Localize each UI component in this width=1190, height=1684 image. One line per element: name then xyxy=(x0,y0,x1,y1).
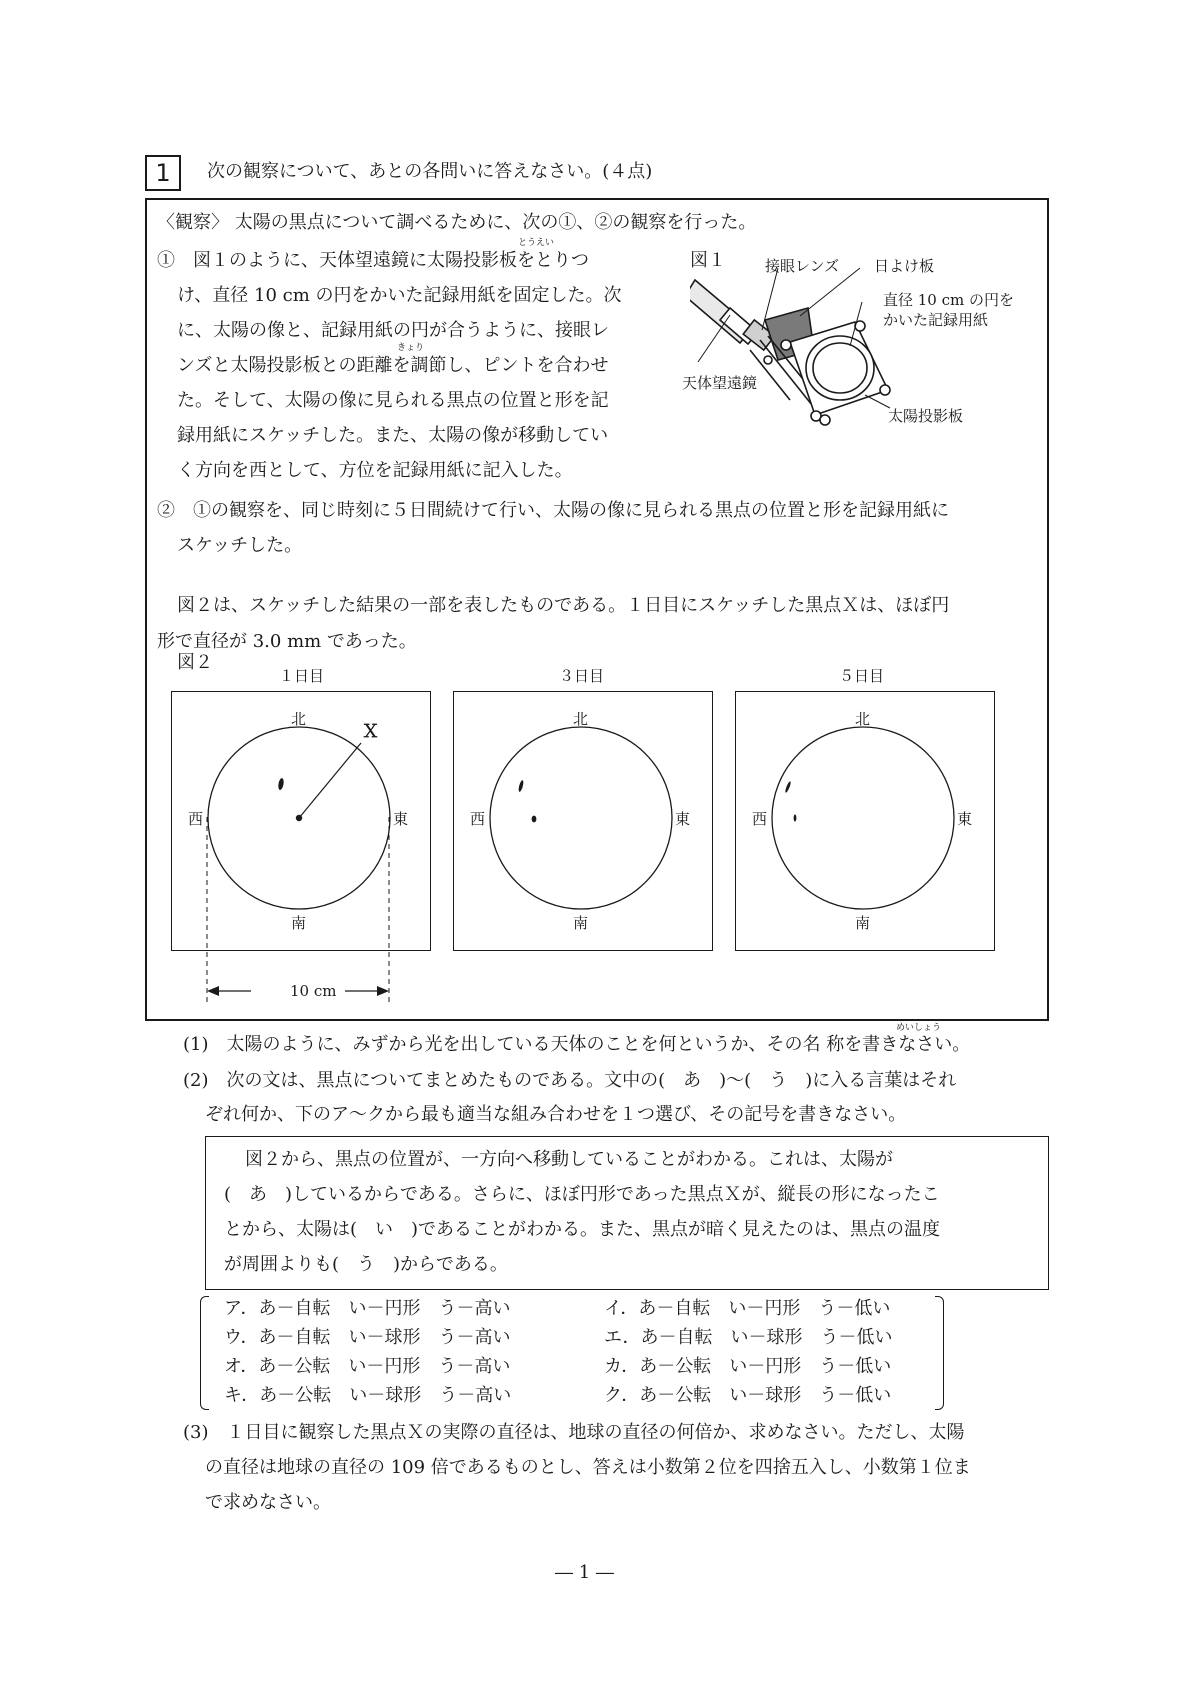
label-projection-board: 太陽投影板 xyxy=(888,407,964,425)
label-telescope: 天体望遠鏡 xyxy=(682,374,758,392)
direction-east: 東 xyxy=(393,810,409,828)
panel-day-label: １日目 xyxy=(279,667,325,685)
sunspot-x xyxy=(532,816,537,823)
sunspot xyxy=(518,780,525,793)
option-o: オ．あ－公転 い－円形 う－高い xyxy=(224,1356,511,1377)
option-u: ウ．あ－自転 い－球形 う－高い xyxy=(224,1327,511,1348)
question-header: 次の観察について、あとの各問いに答えなさい。(４点) xyxy=(207,161,653,182)
result-line: 図２は、スケッチした結果の一部を表したものである。１日目にスケッチした黒点Ｘは、ほぼ円 xyxy=(177,595,950,616)
ruby-touei: とうえい xyxy=(518,238,555,248)
summary-line: 図２から、黒点の位置が、一方向へ移動していることがわかる。これは、太陽が xyxy=(245,1149,893,1170)
result-line: 形で直径が 3.0 mm であった。 xyxy=(157,631,417,652)
panel-day-label: ５日目 xyxy=(839,667,885,685)
option-ki: キ．あ－公転 い－球形 う－高い xyxy=(224,1385,512,1406)
figure1-telescope-diagram xyxy=(690,250,1050,450)
figure1-label: 図１ xyxy=(690,250,726,271)
scale-label: 10 cm xyxy=(290,982,337,1000)
question-number-box: 1 xyxy=(145,155,181,191)
spot-x-label: Ｘ xyxy=(362,722,379,742)
step2-line: スケッチした。 xyxy=(177,535,303,556)
step1-line: 録用紙にスケッチした。また、太陽の像が移動してい xyxy=(177,425,609,446)
options-left-bracket xyxy=(200,1296,209,1410)
sketch-panel-day3 xyxy=(453,691,713,951)
direction-west: 西 xyxy=(188,810,204,828)
direction-south: 南 xyxy=(291,914,307,932)
sketch-panel-day5 xyxy=(735,691,995,951)
direction-west: 西 xyxy=(752,810,768,828)
step1-line: に、太陽の像と、記録用紙の円が合うように、接眼レ xyxy=(177,320,609,341)
question-1: (1) 太陽のように、みずから光を出している天体のことを何というか、その名 称を書きなさい。 xyxy=(183,1034,971,1055)
step2-line: ② ①の観察を、同じ時刻に５日間続けて行い、太陽の像に見られる黒点の位置と形を記録用紙に xyxy=(157,500,949,521)
label-sun-shade: 日よけ板 xyxy=(874,257,935,275)
option-e: エ．あ－自転 い－球形 う－低い xyxy=(604,1327,893,1348)
summary-line: が周囲よりも( う )からである。 xyxy=(224,1254,508,1275)
direction-north: 北 xyxy=(573,710,589,728)
panel-day-label: ３日目 xyxy=(559,667,605,685)
sunspot xyxy=(277,778,284,791)
telescope-projector-illustration xyxy=(690,250,1050,450)
step1-line: ① 図１のように、天体望遠鏡に太陽投影板をとりつ xyxy=(157,250,589,271)
summary-line: ( あ )しているからである。さらに、ほぼ円形であった黒点Ｘが、縦長の形になったこ xyxy=(224,1184,940,1205)
direction-south: 南 xyxy=(855,914,871,932)
ruby-kyori: きょり xyxy=(397,343,425,353)
question-2-line: ぞれ何か、下のア～クから最も適当な組み合わせを１つ選び、その記号を書きなさい。 xyxy=(205,1104,907,1125)
sunspot-x xyxy=(794,814,797,821)
direction-east: 東 xyxy=(957,810,973,828)
label-recording-paper: かいた記録用紙 xyxy=(883,311,989,329)
label-eyepiece: 接眼レンズ xyxy=(765,257,840,275)
option-ka: カ．あ－公転 い－円形 う－低い xyxy=(604,1356,892,1377)
question-3-line: の直径は地球の直径の 109 倍であるものとし、答えは小数第２位を四捨五入し、小数第１位ま xyxy=(205,1457,971,1478)
option-a: ア．あ－自転 い－円形 う－高い xyxy=(224,1298,511,1319)
page-number: ― 1 ― xyxy=(555,1562,614,1583)
question-2-line: (2) 次の文は、黒点についてまとめたものである。文中の( あ )～( う )に入る言葉はそれ xyxy=(183,1070,957,1091)
options-right-bracket xyxy=(935,1296,944,1410)
sunspot xyxy=(784,781,791,793)
option-i: イ．あ－自転 い－円形 う－低い xyxy=(604,1298,891,1319)
direction-east: 東 xyxy=(675,810,691,828)
direction-north: 北 xyxy=(291,710,307,728)
observation-title: 〈観察〉 太陽の黒点について調べるために、次の①、②の観察を行った。 xyxy=(157,212,757,233)
ruby-meishou: めいしょう xyxy=(896,1023,942,1033)
summary-line: とから、太陽は( い )であることがわかる。また、黒点が暗く見えたのは、黒点の温度 xyxy=(224,1219,941,1240)
step1-line: ンズと太陽投影板との距離を調節し、ピントを合わせ xyxy=(177,355,609,376)
step1-line: け、直径 10 cm の円をかいた記録用紙を固定した。次 xyxy=(177,285,622,306)
step1-line: た。そして、太陽の像に見られる黒点の位置と形を記 xyxy=(177,390,609,411)
direction-west: 西 xyxy=(470,810,486,828)
direction-north: 北 xyxy=(855,710,871,728)
direction-south: 南 xyxy=(573,914,589,932)
figure2-label: 図２ xyxy=(177,652,213,673)
question-3-line: (3) １日目に観察した黒点Ｘの実際の直径は、地球の直径の何倍か、求めなさい。ただし、太陽 xyxy=(183,1422,965,1443)
step1-line: く方向を西として、方位を記録用紙に記入した。 xyxy=(177,460,573,481)
question-3-line: で求めなさい。 xyxy=(205,1492,331,1513)
label-recording-paper: 直径 10 cm の円を xyxy=(883,291,1015,309)
option-ku: ク．あ－公転 い－球形 う－低い xyxy=(604,1385,892,1406)
